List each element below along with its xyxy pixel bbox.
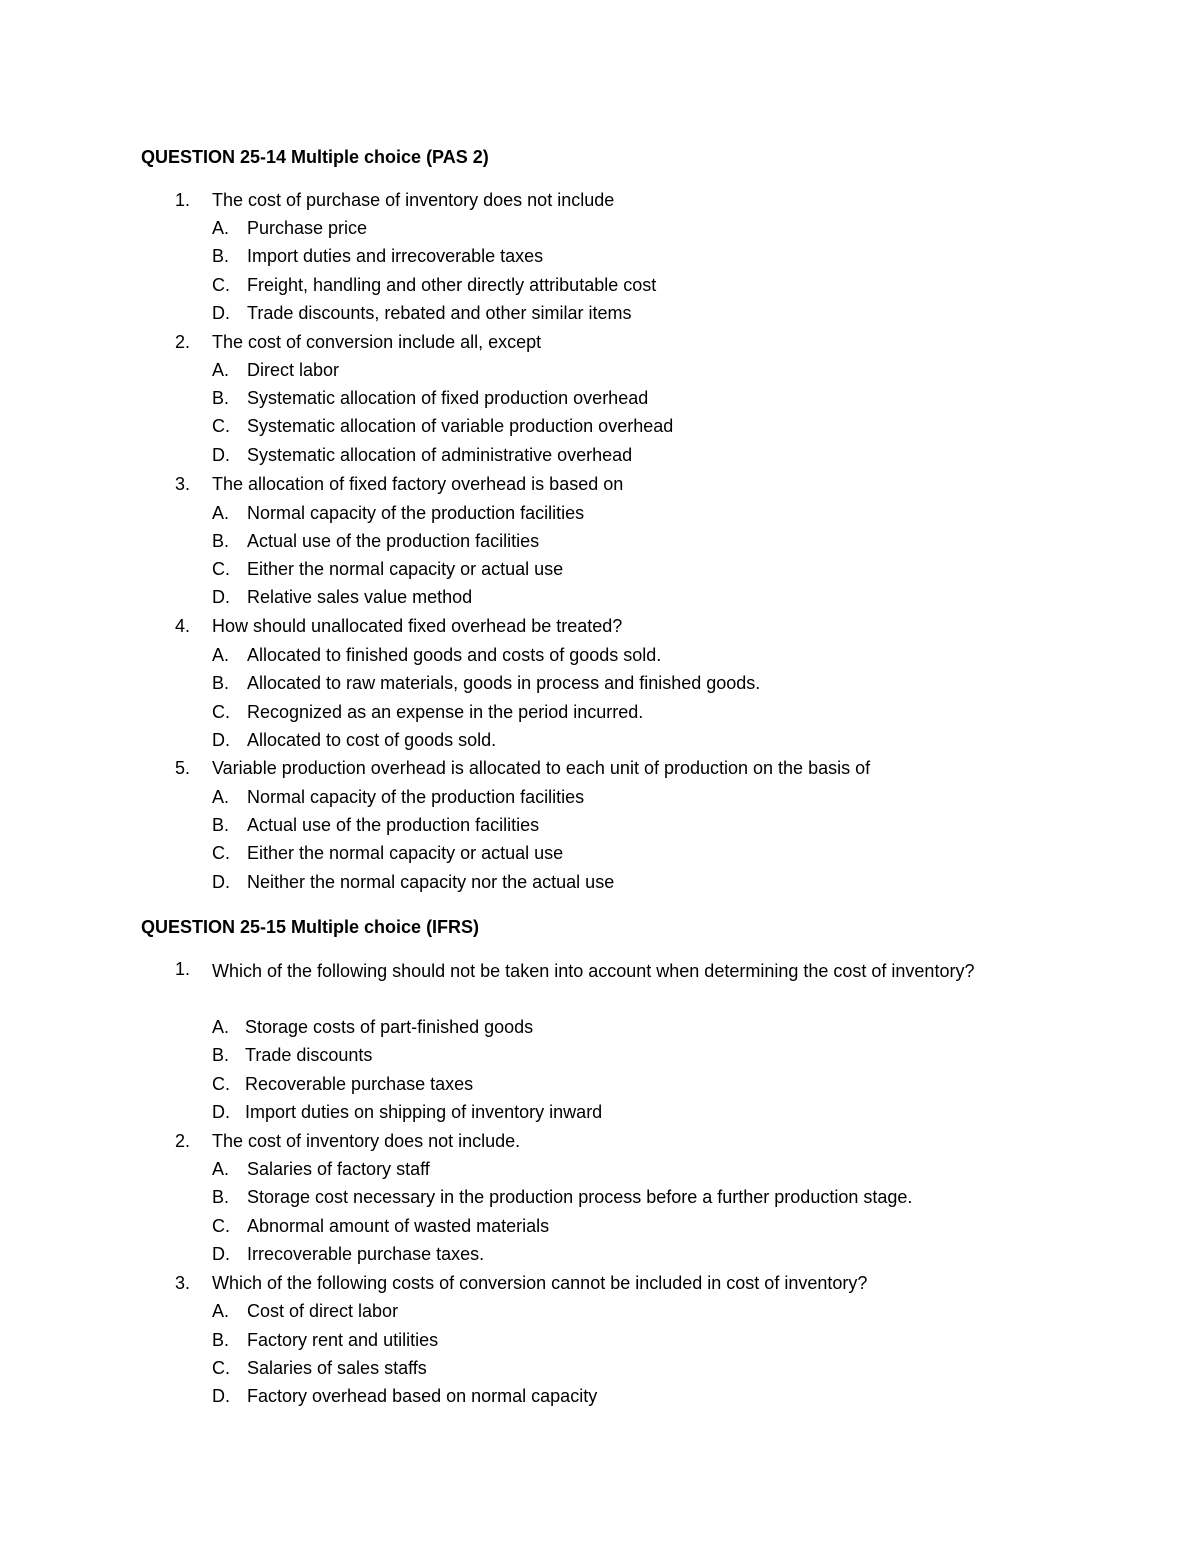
option-letter: B. bbox=[212, 1330, 230, 1350]
question-number: 3. bbox=[175, 1273, 191, 1293]
option-letter: B. bbox=[212, 673, 230, 693]
option-text: Recoverable purchase taxes bbox=[245, 1074, 474, 1094]
option-letter: A. bbox=[212, 1159, 230, 1179]
option-text: Either the normal capacity or actual use bbox=[247, 843, 564, 863]
question-number: 1. bbox=[175, 190, 191, 210]
option-text: Freight, handling and other directly attributable cost bbox=[247, 275, 657, 295]
option-letter: B. bbox=[212, 388, 230, 408]
option-letter: C. bbox=[212, 1216, 230, 1236]
option-letter: B. bbox=[212, 1187, 230, 1207]
question-text: Variable production overhead is allocated to each unit of production on the basis of bbox=[212, 758, 871, 778]
option-text: Irrecoverable purchase taxes. bbox=[247, 1244, 485, 1264]
question-text: The cost of inventory does not include. bbox=[212, 1131, 521, 1151]
option-letter: D. bbox=[212, 303, 230, 323]
option-text: Storage costs of part-finished goods bbox=[245, 1017, 534, 1037]
option-text: Factory overhead based on normal capacity bbox=[247, 1386, 598, 1406]
option-letter: C. bbox=[212, 1074, 230, 1094]
option-letter: D. bbox=[212, 1244, 230, 1264]
option-text: Systematic allocation of administrative overhead bbox=[247, 445, 633, 465]
option-letter: D. bbox=[212, 730, 230, 750]
option-letter: C. bbox=[212, 1358, 230, 1378]
section-heading: QUESTION 25-14 Multiple choice (PAS 2) bbox=[141, 147, 489, 167]
question-text: The cost of conversion include all, except bbox=[212, 332, 542, 352]
question-number: 2. bbox=[175, 1131, 191, 1151]
option-letter: A. bbox=[212, 360, 230, 380]
option-letter: B. bbox=[212, 246, 230, 266]
option-letter: A. bbox=[212, 1301, 230, 1321]
question-text: The cost of purchase of inventory does not include bbox=[212, 190, 615, 210]
question-number: 1. bbox=[175, 959, 191, 979]
option-letter: B. bbox=[212, 1045, 230, 1065]
option-letter: A. bbox=[212, 1017, 230, 1037]
question-number: 4. bbox=[175, 616, 191, 636]
option-text: Allocated to cost of goods sold. bbox=[247, 730, 497, 750]
option-text: Allocated to finished goods and costs of goods sold. bbox=[247, 645, 662, 665]
option-letter: D. bbox=[212, 1386, 230, 1406]
option-letter: C. bbox=[212, 416, 230, 436]
option-letter: B. bbox=[212, 531, 230, 551]
question-number: 5. bbox=[175, 758, 191, 778]
question-text: How should unallocated fixed overhead be treated? bbox=[212, 616, 623, 636]
option-text: Import duties and irrecoverable taxes bbox=[247, 246, 544, 266]
option-text: Actual use of the production facilities bbox=[247, 815, 540, 835]
option-letter: D. bbox=[212, 872, 230, 892]
option-letter: A. bbox=[212, 787, 230, 807]
question-text: The allocation of fixed factory overhead is based on bbox=[212, 474, 624, 494]
option-text: Systematic allocation of variable production overhead bbox=[247, 416, 674, 436]
option-text: Neither the normal capacity nor the actual use bbox=[247, 872, 615, 892]
question-text: Which of the following should not be taken into account when determining the cost of inventory? bbox=[212, 961, 975, 981]
option-letter: C. bbox=[212, 843, 230, 863]
option-text: Actual use of the production facilities bbox=[247, 531, 540, 551]
option-text: Storage cost necessary in the production process before a further production stage. bbox=[247, 1187, 913, 1207]
option-letter: C. bbox=[212, 559, 230, 579]
option-text: Trade discounts bbox=[245, 1045, 373, 1065]
option-text: Direct labor bbox=[247, 360, 340, 380]
option-text: Either the normal capacity or actual use bbox=[247, 559, 564, 579]
option-text: Allocated to raw materials, goods in process and finished goods. bbox=[247, 673, 761, 693]
question-text: Which of the following costs of conversion cannot be included in cost of inventory? bbox=[212, 1273, 868, 1293]
option-letter: D. bbox=[212, 1102, 230, 1122]
option-text: Trade discounts, rebated and other similar items bbox=[247, 303, 632, 323]
option-text: Abnormal amount of wasted materials bbox=[247, 1216, 550, 1236]
question-number: 2. bbox=[175, 332, 191, 352]
option-text: Salaries of sales staffs bbox=[247, 1358, 427, 1378]
section-heading: QUESTION 25-15 Multiple choice (IFRS) bbox=[141, 917, 480, 937]
option-text: Normal capacity of the production facilities bbox=[247, 787, 585, 807]
option-letter: B. bbox=[212, 815, 230, 835]
option-letter: C. bbox=[212, 275, 230, 295]
option-letter: A. bbox=[212, 218, 230, 238]
option-letter: A. bbox=[212, 503, 230, 523]
option-letter: D. bbox=[212, 445, 230, 465]
option-letter: C. bbox=[212, 702, 230, 722]
option-text: Normal capacity of the production facilities bbox=[247, 503, 585, 523]
option-text: Recognized as an expense in the period incurred. bbox=[247, 702, 644, 722]
option-text: Import duties on shipping of inventory inward bbox=[245, 1102, 603, 1122]
option-text: Relative sales value method bbox=[247, 587, 473, 607]
option-text: Systematic allocation of fixed production overhead bbox=[247, 388, 649, 408]
option-text: Factory rent and utilities bbox=[247, 1330, 439, 1350]
option-text: Salaries of factory staff bbox=[247, 1159, 430, 1179]
option-text: Purchase price bbox=[247, 218, 368, 238]
option-letter: D. bbox=[212, 587, 230, 607]
option-letter: A. bbox=[212, 645, 230, 665]
question-number: 3. bbox=[175, 474, 191, 494]
option-text: Cost of direct labor bbox=[247, 1301, 399, 1321]
